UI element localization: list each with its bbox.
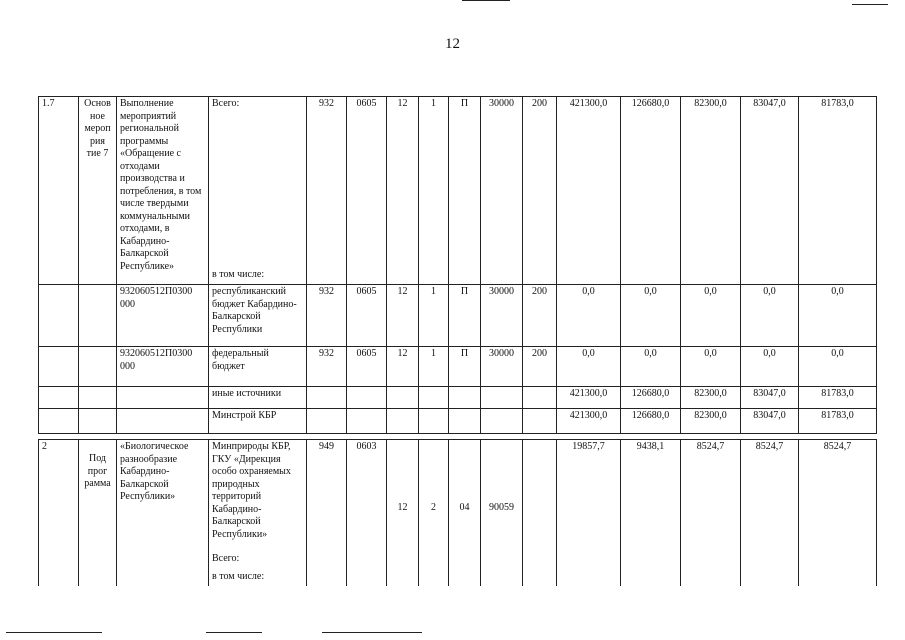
cell-cs1: 12	[387, 347, 419, 387]
page-number: 12	[445, 36, 460, 52]
cell-cs4	[481, 387, 523, 409]
source-org: Минприроды КБР, ГКУ «Дирекция особо охраняемых природных территорий Кабардино-Балкарской Республики»	[212, 441, 291, 540]
cell-grbs: 932	[307, 347, 347, 387]
cell-grbs: 949	[307, 440, 347, 586]
table-row	[39, 97, 877, 285]
row-type	[79, 387, 117, 409]
table-row	[39, 285, 877, 347]
cell-value-1: 421300,0	[557, 409, 621, 434]
row-type	[79, 285, 117, 347]
cell-vr: 200	[523, 347, 557, 387]
table-row	[39, 347, 877, 387]
row-code: 932060512П0300 000	[117, 347, 209, 387]
cell-value-5: 81783,0	[799, 97, 877, 285]
source-total: Всего:	[212, 98, 240, 109]
cell-rz: 0605	[347, 347, 387, 387]
footnote-rule-1	[6, 632, 102, 633]
cell-value-3: 8524,7	[681, 440, 741, 586]
row-source: иные источники	[209, 387, 307, 409]
cell-vr: 200	[523, 285, 557, 347]
row-type-text: Под прог рамма	[84, 453, 111, 489]
cell-cs1: 12	[387, 285, 419, 347]
row-code: 932060512П0300 000	[117, 285, 209, 347]
row-source: Минстрой КБР	[209, 409, 307, 434]
row-number	[39, 285, 79, 347]
cell-cs3: П	[449, 285, 481, 347]
cell-cs4: 90059	[481, 440, 523, 586]
cell-value-2: 126680,0	[621, 409, 681, 434]
row-code	[117, 409, 209, 434]
cell-value-3: 82300,0	[681, 387, 741, 409]
row-type: Основ ное мероп рия тие 7	[79, 97, 117, 285]
cell-cs2: 1	[419, 285, 449, 347]
cell-value-3: 82300,0	[681, 97, 741, 285]
top-rule-right	[852, 4, 888, 5]
cell-cs3	[449, 409, 481, 434]
cell-value-1: 0,0	[557, 285, 621, 347]
cell-rz: 0605	[347, 285, 387, 347]
cell-cs3: П	[449, 347, 481, 387]
cell-cs4: 30000	[481, 285, 523, 347]
row-name: «Биологическое разнообразие Кабардино-Балкарской Республики»	[117, 440, 209, 586]
row-source: федеральный бюджет	[209, 347, 307, 387]
cell-value-4: 83047,0	[741, 97, 799, 285]
cell-cs3: П	[449, 97, 481, 285]
cell-value-1: 0,0	[557, 347, 621, 387]
cell-rz: 0603	[347, 440, 387, 586]
cell-cs1	[387, 409, 419, 434]
cell-value-3: 0,0	[681, 285, 741, 347]
cell-cs1: 12	[387, 440, 419, 586]
cell-vr: 200	[523, 97, 557, 285]
cell-cs4: 30000	[481, 347, 523, 387]
table-row	[39, 409, 877, 434]
row-source: республиканский бюджет Кабардино-Балкарской Республики	[209, 285, 307, 347]
cell-grbs: 932	[307, 97, 347, 285]
cell-cs2: 1	[419, 97, 449, 285]
cell-value-4: 83047,0	[741, 387, 799, 409]
row-number: 2	[39, 440, 79, 586]
cell-cs1: 12	[387, 97, 419, 285]
cell-value-1: 421300,0	[557, 97, 621, 285]
row-number	[39, 387, 79, 409]
cell-value-2: 126680,0	[621, 97, 681, 285]
cell-cs3	[449, 387, 481, 409]
cell-value-4: 0,0	[741, 347, 799, 387]
cell-value-2: 9438,1	[621, 440, 681, 586]
source-note: в том числе:	[212, 268, 265, 280]
cell-value-1: 421300,0	[557, 387, 621, 409]
row-type	[79, 440, 117, 586]
cell-vr	[523, 387, 557, 409]
cell-value-4: 8524,7	[741, 440, 799, 586]
cell-cs2: 2	[419, 440, 449, 586]
row-number	[39, 347, 79, 387]
footnote-rule-3	[322, 632, 422, 633]
row-name: Выполнение мероприятий региональной программы «Обращение с отходами производства и потребления, в том числе твердыми коммунальными отходами, в Кабардино-Балкарской Республике»	[117, 97, 209, 285]
cell-cs3: 04	[449, 440, 481, 586]
budget-table	[38, 96, 877, 586]
row-source	[209, 440, 307, 586]
cell-cs2	[419, 409, 449, 434]
cell-value-5: 81783,0	[799, 409, 877, 434]
cell-cs1	[387, 387, 419, 409]
source-note: в том числе:	[212, 571, 265, 582]
cell-rz	[347, 387, 387, 409]
cell-value-5: 81783,0	[799, 387, 877, 409]
row-number: 1.7	[39, 97, 79, 285]
cell-cs2: 1	[419, 347, 449, 387]
cell-grbs	[307, 409, 347, 434]
cell-value-5: 0,0	[799, 347, 877, 387]
cell-value-2: 126680,0	[621, 387, 681, 409]
table-row	[39, 387, 877, 409]
cell-rz	[347, 409, 387, 434]
cell-value-3: 0,0	[681, 347, 741, 387]
row-number	[39, 409, 79, 434]
cell-grbs	[307, 387, 347, 409]
cell-value-5: 0,0	[799, 285, 877, 347]
cell-cs4	[481, 409, 523, 434]
cell-cs2	[419, 387, 449, 409]
top-rule-left	[462, 0, 510, 1]
cell-value-4: 83047,0	[741, 409, 799, 434]
table-row	[39, 440, 877, 586]
row-type	[79, 409, 117, 434]
row-type	[79, 347, 117, 387]
source-total: Всего:	[212, 553, 240, 564]
cell-value-4: 0,0	[741, 285, 799, 347]
footnote-rule-2	[206, 632, 262, 633]
cell-cs4: 30000	[481, 97, 523, 285]
cell-value-1: 19857,7	[557, 440, 621, 586]
cell-value-2: 0,0	[621, 347, 681, 387]
row-code	[117, 387, 209, 409]
cell-value-5: 8524,7	[799, 440, 877, 586]
cell-grbs: 932	[307, 285, 347, 347]
cell-value-3: 82300,0	[681, 409, 741, 434]
row-source	[209, 97, 307, 285]
cell-vr	[523, 440, 557, 586]
cell-value-2: 0,0	[621, 285, 681, 347]
cell-vr	[523, 409, 557, 434]
cell-rz: 0605	[347, 97, 387, 285]
